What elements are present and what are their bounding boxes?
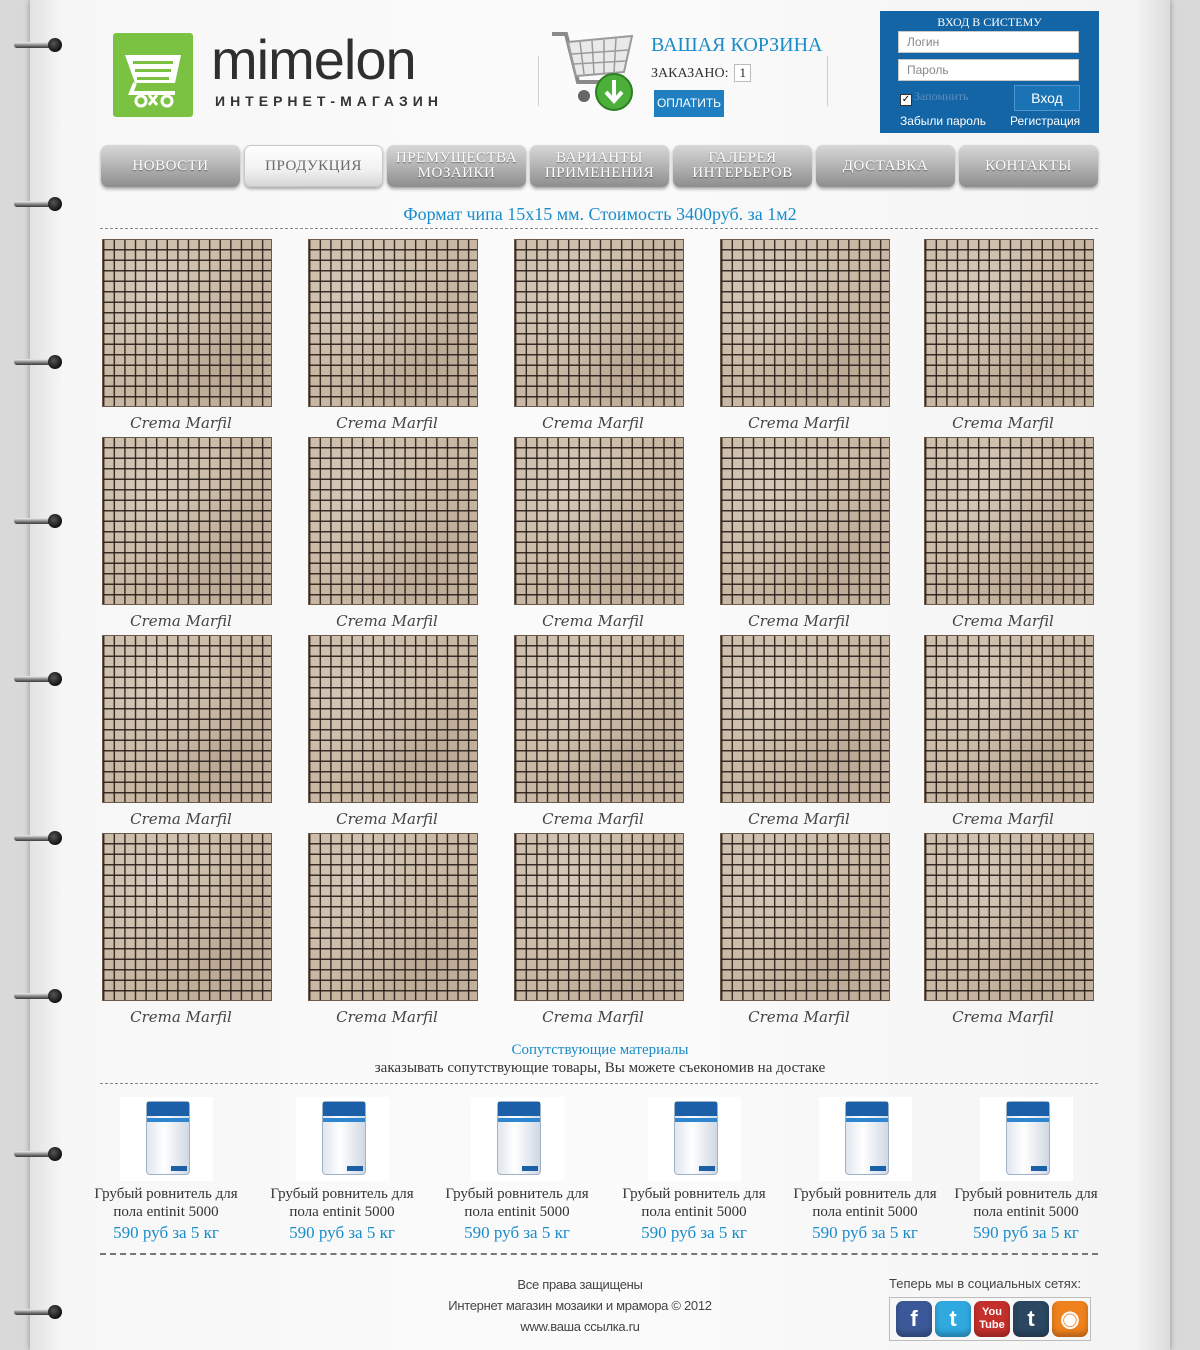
binder-ring bbox=[14, 833, 56, 843]
product-tile[interactable] bbox=[924, 437, 1094, 630]
footer-rights: Все права защищены bbox=[517, 1277, 643, 1292]
related-item-name[interactable]: Грубый ровнитель для пола entinit 5000 bbox=[793, 1186, 937, 1220]
related-item-name[interactable]: Грубый ровнитель для пола entinit 5000 bbox=[622, 1186, 766, 1220]
mosaic-image[interactable] bbox=[924, 635, 1094, 803]
product-bag-image[interactable] bbox=[980, 1097, 1073, 1181]
mosaic-image[interactable] bbox=[514, 437, 684, 605]
nav-news[interactable]: НОВОСТИ bbox=[101, 145, 240, 187]
related-item-name[interactable]: Грубый ровнитель для пола entinit 5000 bbox=[270, 1186, 414, 1220]
product-tile[interactable] bbox=[514, 239, 684, 432]
youtube-icon[interactable]: You Tube bbox=[974, 1301, 1010, 1337]
related-title: Сопутствующие материалы bbox=[511, 1042, 689, 1058]
product-name[interactable]: Crema Marfil bbox=[542, 1008, 644, 1026]
mosaic-image[interactable] bbox=[308, 635, 478, 803]
login-panel bbox=[880, 11, 1099, 133]
related-item[interactable] bbox=[262, 1097, 422, 1243]
related-item[interactable] bbox=[614, 1097, 774, 1243]
mosaic-image[interactable] bbox=[308, 833, 478, 1001]
login-button[interactable]: Вход bbox=[1014, 85, 1080, 111]
product-tile[interactable] bbox=[720, 239, 890, 432]
shopping-cart-icon[interactable] bbox=[548, 20, 640, 120]
product-tile[interactable] bbox=[924, 635, 1094, 828]
brand-name: mimelon bbox=[211, 28, 416, 91]
cart-title: ВАШАЯ КОРЗИНА bbox=[651, 34, 823, 56]
cart-logo-icon bbox=[113, 33, 193, 117]
rss-icon[interactable]: ◉ bbox=[1052, 1301, 1088, 1337]
product-tile[interactable] bbox=[924, 239, 1094, 432]
product-name[interactable]: Crema Marfil bbox=[952, 414, 1054, 432]
product-bag-image[interactable] bbox=[471, 1097, 564, 1181]
login-input[interactable] bbox=[898, 31, 1079, 53]
product-name[interactable]: Crema Marfil bbox=[130, 414, 232, 432]
mosaic-image[interactable] bbox=[720, 635, 890, 803]
mosaic-image[interactable] bbox=[720, 239, 890, 407]
product-tile[interactable] bbox=[102, 437, 272, 630]
product-name[interactable]: Crema Marfil bbox=[336, 810, 438, 828]
nav-applications[interactable]: ВАРИАНТЫ ПРИМЕНЕНИЯ bbox=[530, 145, 669, 187]
brand-subtitle: ИНТЕРНЕТ-МАГАЗИН bbox=[215, 93, 443, 109]
mosaic-image[interactable] bbox=[514, 635, 684, 803]
product-name[interactable]: Crema Marfil bbox=[130, 810, 232, 828]
related-subtitle: заказывать сопутствующие товары, Вы можете съекономив на достаке bbox=[374, 1060, 826, 1076]
mosaic-image[interactable] bbox=[924, 239, 1094, 407]
site-logo[interactable] bbox=[113, 28, 458, 119]
related-item-price: 590 руб за 5 кг bbox=[289, 1223, 395, 1242]
binder-ring bbox=[14, 1307, 56, 1317]
binder-ring bbox=[14, 199, 56, 209]
mosaic-image[interactable] bbox=[720, 833, 890, 1001]
product-tile[interactable] bbox=[514, 635, 684, 828]
product-name[interactable]: Crema Marfil bbox=[336, 414, 438, 432]
related-item-name[interactable]: Грубый ровнитель для пола entinit 5000 bbox=[445, 1186, 589, 1220]
related-item-price: 590 руб за 5 кг bbox=[812, 1223, 918, 1242]
product-name[interactable]: Crema Marfil bbox=[952, 612, 1054, 630]
divider bbox=[100, 1253, 1098, 1255]
product-name[interactable]: Crema Marfil bbox=[748, 414, 850, 432]
product-name[interactable]: Crema Marfil bbox=[542, 810, 644, 828]
password-input[interactable] bbox=[898, 59, 1079, 81]
cart-ordered-count: 1 bbox=[734, 64, 751, 82]
binder-ring bbox=[14, 516, 56, 526]
product-tile[interactable] bbox=[514, 833, 684, 1026]
binder-ring bbox=[14, 674, 56, 684]
remember-label: Запомнить bbox=[914, 89, 969, 103]
cart-ordered-label: ЗАКАЗАНО: bbox=[651, 66, 729, 81]
product-tile[interactable] bbox=[720, 833, 890, 1026]
product-bag-image[interactable] bbox=[120, 1097, 213, 1181]
binder-ring bbox=[14, 1149, 56, 1159]
binder-ring bbox=[14, 991, 56, 1001]
product-name[interactable]: Crema Marfil bbox=[748, 1008, 850, 1026]
social-title: Теперь мы в социальных сетях: bbox=[889, 1276, 1081, 1291]
related-item[interactable] bbox=[946, 1097, 1106, 1243]
twitter-icon[interactable]: t bbox=[935, 1301, 971, 1337]
forgot-password-link[interactable]: Забыли пароль bbox=[900, 114, 986, 128]
mosaic-image[interactable] bbox=[102, 437, 272, 605]
nav-products[interactable]: ПРОДУКЦИЯ bbox=[244, 145, 383, 187]
mosaic-image[interactable] bbox=[720, 437, 890, 605]
facebook-icon[interactable]: f bbox=[896, 1301, 932, 1337]
divider bbox=[100, 228, 1098, 229]
product-tile[interactable] bbox=[308, 635, 478, 828]
related-item[interactable] bbox=[785, 1097, 945, 1243]
product-name[interactable]: Crema Marfil bbox=[130, 612, 232, 630]
product-bag-image[interactable] bbox=[819, 1097, 912, 1181]
register-link[interactable]: Регистрация bbox=[1010, 114, 1081, 128]
product-name[interactable]: Crema Marfil bbox=[748, 612, 850, 630]
mosaic-image[interactable] bbox=[924, 437, 1094, 605]
header-divider bbox=[827, 56, 828, 106]
related-item-price: 590 руб за 5 кг bbox=[641, 1223, 747, 1242]
related-item-price: 590 руб за 5 кг bbox=[973, 1223, 1079, 1242]
mosaic-image[interactable] bbox=[514, 239, 684, 407]
product-tile[interactable] bbox=[102, 635, 272, 828]
header-divider bbox=[538, 56, 539, 106]
product-tile[interactable] bbox=[308, 833, 478, 1026]
checkbox-checked-icon: ✓ bbox=[901, 94, 911, 105]
product-name[interactable]: Crema Marfil bbox=[952, 1008, 1054, 1026]
product-bag-image[interactable] bbox=[296, 1097, 389, 1181]
products-heading: Формат чипа 15x15 мм. Стоимость 3400руб. за 1м2 bbox=[403, 204, 797, 224]
related-item-price: 590 руб за 5 кг bbox=[464, 1223, 570, 1242]
footer-url[interactable]: www.ваша ссылка.ru bbox=[520, 1319, 640, 1334]
product-name[interactable]: Crema Marfil bbox=[336, 1008, 438, 1026]
cart-ordered bbox=[651, 64, 751, 82]
binder-ring bbox=[14, 357, 56, 367]
product-name[interactable]: Crema Marfil bbox=[336, 612, 438, 630]
remember-checkbox[interactable] bbox=[900, 89, 969, 106]
footer-copyright: Интернет магазин мозаики и мрамора © 2012 bbox=[448, 1298, 712, 1313]
mosaic-image[interactable] bbox=[102, 833, 272, 1001]
pay-button[interactable]: ОПЛАТИТЬ bbox=[654, 90, 724, 117]
product-tile[interactable] bbox=[924, 833, 1094, 1026]
product-name[interactable]: Crema Marfil bbox=[130, 1008, 232, 1026]
main-nav bbox=[101, 145, 1100, 187]
social-links bbox=[889, 1297, 1091, 1341]
nav-gallery[interactable]: ГАЛЕРЕЯ ИНТЕРЬЕРОВ bbox=[673, 145, 812, 187]
mosaic-image[interactable] bbox=[308, 437, 478, 605]
nav-advantages[interactable]: ПРЕМУЩЕСТВА МОЗАИКИ bbox=[387, 145, 526, 187]
divider bbox=[100, 1083, 1098, 1084]
mosaic-image[interactable] bbox=[924, 833, 1094, 1001]
product-name[interactable]: Crema Marfil bbox=[952, 810, 1054, 828]
product-tile[interactable] bbox=[720, 635, 890, 828]
related-item-name[interactable]: Грубый ровнитель для пола entinit 5000 bbox=[954, 1186, 1098, 1220]
product-tile[interactable] bbox=[514, 437, 684, 630]
product-name[interactable]: Crema Marfil bbox=[542, 612, 644, 630]
mosaic-image[interactable] bbox=[102, 635, 272, 803]
product-bag-image[interactable] bbox=[648, 1097, 741, 1181]
mosaic-image[interactable] bbox=[514, 833, 684, 1001]
tumblr-icon[interactable]: t bbox=[1013, 1301, 1049, 1337]
product-tile[interactable] bbox=[308, 437, 478, 630]
product-name[interactable]: Crema Marfil bbox=[748, 810, 850, 828]
product-tile[interactable] bbox=[102, 239, 272, 432]
nav-contacts[interactable]: КОНТАКТЫ bbox=[959, 145, 1098, 187]
product-tile[interactable] bbox=[720, 437, 890, 630]
login-title: ВХОД В СИСТЕМУ bbox=[937, 15, 1042, 29]
related-item-name[interactable]: Грубый ровнитель для пола entinit 5000 bbox=[94, 1186, 238, 1220]
product-name[interactable]: Crema Marfil bbox=[542, 414, 644, 432]
related-item-price: 590 руб за 5 кг bbox=[113, 1223, 219, 1242]
related-item[interactable] bbox=[437, 1097, 597, 1243]
nav-delivery[interactable]: ДОСТАВКА bbox=[816, 145, 955, 187]
mosaic-image[interactable] bbox=[308, 239, 478, 407]
binder-ring bbox=[14, 40, 56, 50]
mosaic-image[interactable] bbox=[102, 239, 272, 407]
product-tile[interactable] bbox=[308, 239, 478, 432]
product-tile[interactable] bbox=[102, 833, 272, 1026]
related-item[interactable] bbox=[86, 1097, 246, 1243]
